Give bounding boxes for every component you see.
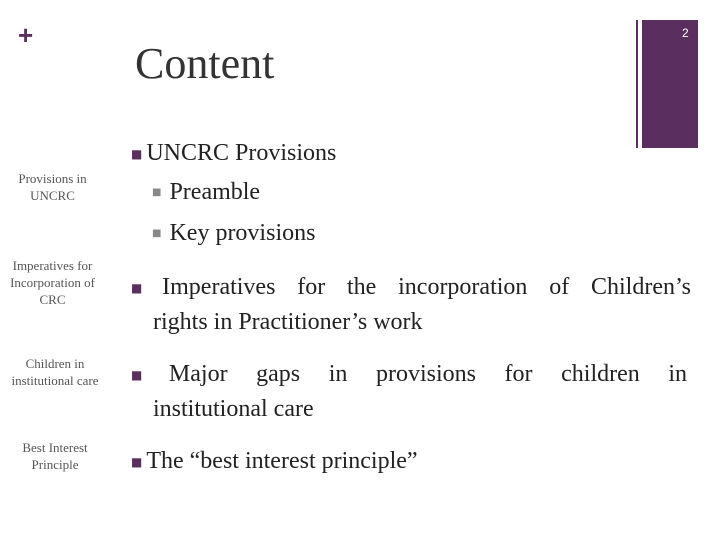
bullet-major-gaps bbox=[131, 357, 687, 426]
subbullet-preamble bbox=[152, 175, 260, 210]
bullet-text-line2: institutional care bbox=[153, 396, 314, 423]
square-bullet-icon: ■ bbox=[131, 147, 143, 162]
small-square-bullet-icon: ■ bbox=[152, 228, 162, 240]
sidebar-item-best-interest[interactable] bbox=[0, 439, 110, 473]
sidebar-item-imperatives[interactable] bbox=[0, 257, 105, 308]
accent-line bbox=[636, 20, 638, 148]
bullet-uncrc-provisions bbox=[131, 136, 336, 171]
bullet-text-line1: Imperatives for the incorporation of Children’s bbox=[162, 274, 691, 300]
sidebar-item-provisions[interactable] bbox=[0, 170, 105, 204]
sidebar-item-label: Provisions in UNCRC bbox=[18, 171, 87, 203]
sidebar-item-label: Children in institutional care bbox=[11, 356, 99, 388]
sidebar-item-institutional-care[interactable] bbox=[0, 355, 110, 389]
sidebar-item-label: Best Interest Principle bbox=[22, 440, 88, 472]
sidebar-item-label: Imperatives for Incorporation of CRC bbox=[10, 258, 95, 307]
small-square-bullet-icon: ■ bbox=[152, 187, 162, 199]
bullet-imperatives bbox=[131, 270, 691, 339]
bullet-text: UNCRC Provisions bbox=[146, 140, 337, 166]
bullet-best-interest bbox=[131, 444, 418, 479]
page-number: 2 bbox=[682, 26, 689, 40]
subbullet-text: Preamble bbox=[169, 179, 261, 205]
subbullet-text: Key provisions bbox=[169, 220, 316, 246]
subbullet-key-provisions bbox=[152, 216, 315, 251]
square-bullet-icon: ■ bbox=[131, 368, 165, 383]
plus-icon: + bbox=[18, 20, 34, 50]
accent-block bbox=[642, 20, 698, 148]
square-bullet-icon: ■ bbox=[131, 455, 143, 470]
bullet-text-line1: Major gaps in provisions for children in bbox=[168, 361, 687, 387]
bullet-text: The “best interest principle” bbox=[146, 448, 418, 474]
page-title: Content bbox=[135, 39, 275, 88]
square-bullet-icon: ■ bbox=[131, 281, 159, 296]
bullet-text-line2: rights in Practitioner’s work bbox=[153, 309, 423, 336]
